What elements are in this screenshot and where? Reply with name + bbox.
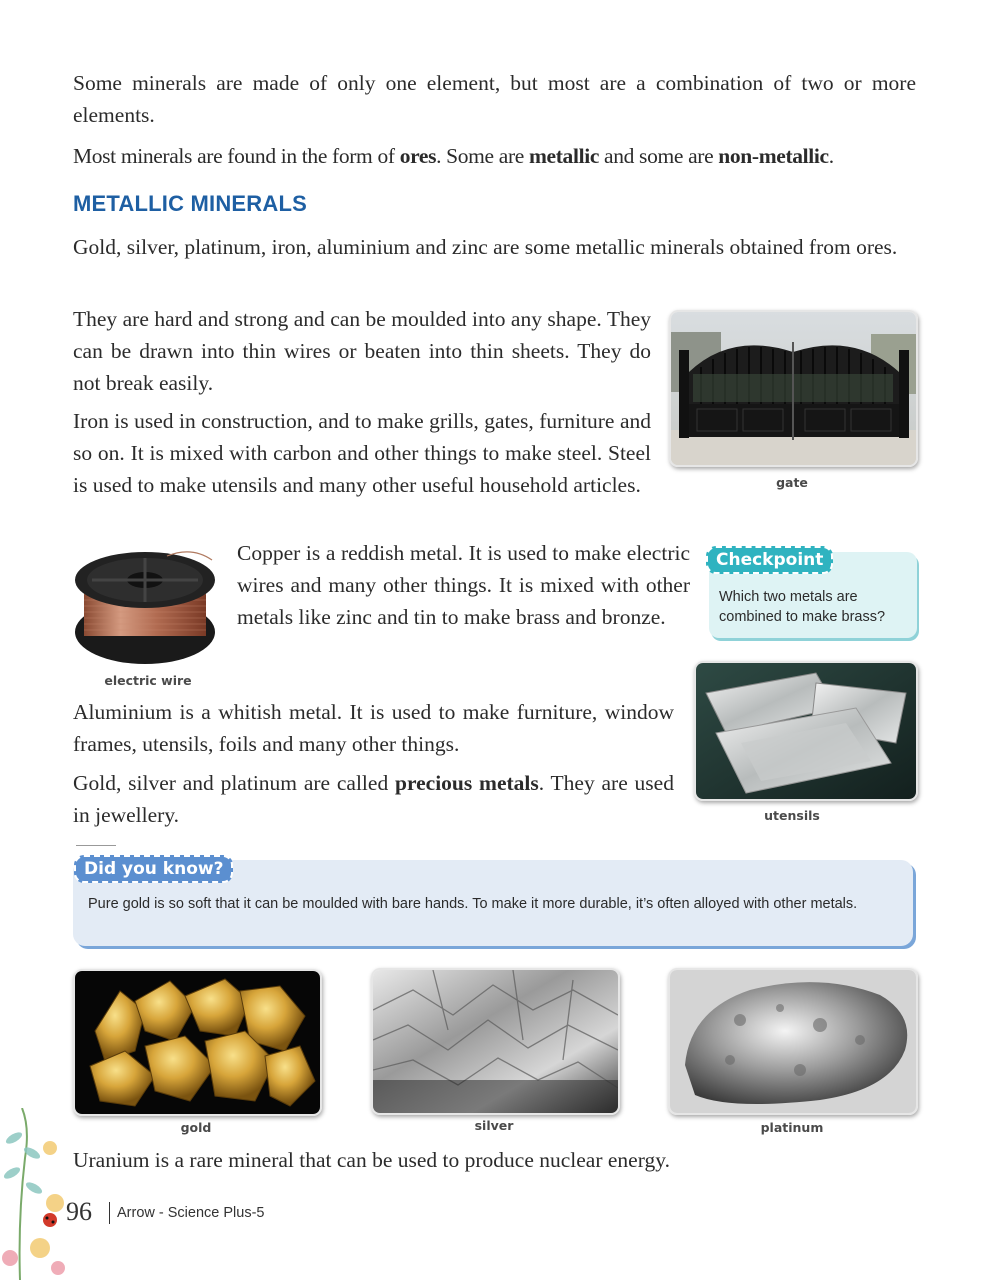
ores-text-1: Most minerals are found in the form of [73,144,400,168]
uranium-paragraph: Uranium is a rare mineral that can be used to produce nuclear energy. [73,1148,670,1172]
utensils-photo [694,661,918,801]
gate-photo [669,310,918,467]
gold-caption: gold [180,1120,212,1135]
utensils-caption: utensils [764,808,820,823]
floral-decoration [0,1108,72,1280]
gold-photo [73,969,322,1116]
platinum-caption: platinum [760,1120,824,1135]
section-heading: METALLIC MINERALS [73,191,307,216]
gate-caption: gate [776,475,808,490]
platinum-photo [668,968,918,1115]
non-metallic-term: non-metallic [718,144,829,168]
copper-paragraph: Copper is a reddish metal. It is used to make electric wires and many other things. It is mixed with other metals like zinc and tin to make brass and bronze. [237,541,690,629]
properties-paragraph: They are hard and strong and can be moulded into any shape. They can be drawn into thin wires or beaten into thin sheets. They do not break easily. [73,307,651,395]
examples-paragraph: Gold, silver, platinum, iron, aluminium and zinc are some metallic minerals obtained from ores. [73,235,898,259]
electric-wire-photo [72,548,218,666]
precious-text-2: . They are used in jewellery. [73,771,674,827]
did-you-know-rule [76,845,116,846]
precious-text-1: Gold, silver and platinum are called [73,771,395,795]
ores-text-2: . Some are [436,144,529,168]
ores-paragraph [73,140,923,172]
did-you-know-text: Pure gold is so soft that it can be moulded with bare hands. To make it more durable, it’s often alloyed with other metals. [88,896,858,912]
intro-paragraph: Some minerals are made of only one element, but most are a combination of two or more elements. [73,71,916,127]
ores-text-3: and some are [599,144,719,168]
precious-metals-term: precious metals [395,771,539,795]
did-you-know-tag: Did you know? [74,855,233,883]
silver-caption: silver [474,1118,514,1133]
book-title: Arrow - Science Plus-5 [109,1202,264,1224]
ores-text-4: . [828,144,834,168]
aluminium-paragraph: Aluminium is a whitish metal. It is used to make furniture, window frames, utensils, foils and many other things. [73,700,674,756]
ores-term: ores [399,144,437,168]
page-number: 96 [66,1197,92,1226]
checkpoint-question: Which two metals are combined to make brass? [719,589,886,625]
checkpoint-tag: Checkpoint [706,546,833,574]
precious-metals-paragraph [73,767,674,831]
metallic-term: metallic [528,144,600,168]
electric-wire-caption: electric wire [104,673,192,688]
silver-photo [371,968,620,1115]
iron-paragraph: Iron is used in construction, and to make grills, gates, furniture and so on. It is mixed with carbon and other things to make steel. Steel is used to make utensils and many other useful household articles. [73,409,651,497]
